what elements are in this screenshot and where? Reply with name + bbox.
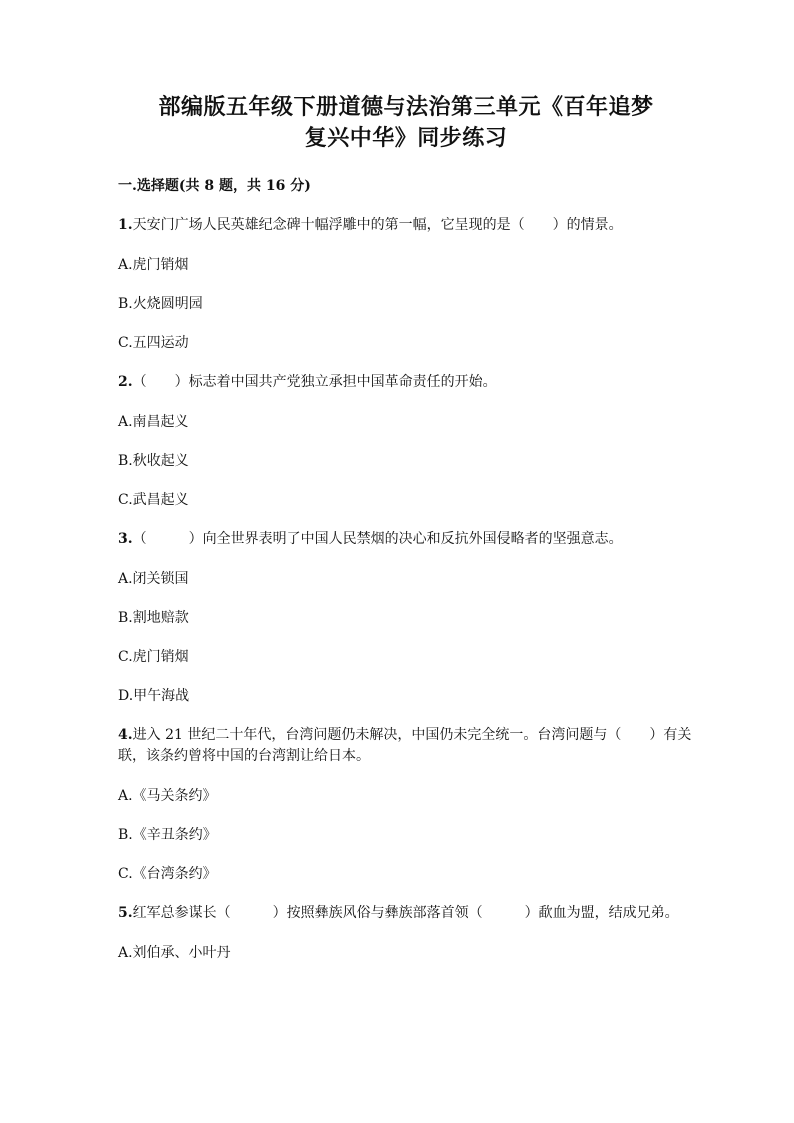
page-title-line-2: 复兴中华》同步练习 <box>304 125 508 151</box>
page-title-line-1: 部编版五年级下册道德与法治第三单元《百年追梦 <box>158 94 654 120</box>
option-b: B.火烧圆明园 <box>118 296 203 312</box>
option-a: A.闭关锁国 <box>118 571 189 587</box>
question-stem <box>118 372 694 393</box>
option-a: A.刘伯承、小叶丹 <box>118 945 231 961</box>
page-title <box>118 92 694 154</box>
question-text: 天安门广场人民英雄纪念碑十幅浮雕中的第一幅，它呈现的是（ ）的情景。 <box>132 217 623 233</box>
question-text: （ ）标志着中国共产党独立承担中国革命责任的开始。 <box>132 374 497 390</box>
question-number: 3. <box>118 531 133 547</box>
option-c: C.虎门销烟 <box>118 649 189 665</box>
question-text: 红军总参谋长（ ）按照彝族风俗与彝族部落首领（ ）歃血为盟，结成兄弟。 <box>132 905 679 921</box>
section-heading: 一.选择题(共 8 题，共 16 分) <box>118 178 311 194</box>
question-4 <box>118 725 694 884</box>
option-c: C.《台湾条约》 <box>118 866 217 882</box>
option-d: D.甲午海战 <box>118 688 190 704</box>
question-text: 进入 21 世纪二十年代，台湾问题仍未解决，中国仍未完全统一。台湾问题与（ ）有关联，该条约曾将中国的台湾割让给日本。 <box>118 727 692 764</box>
question-3 <box>118 529 694 706</box>
option-b: B.《辛丑条约》 <box>118 827 217 843</box>
question-stem <box>118 725 694 767</box>
option-a: A.《马关条约》 <box>118 788 217 804</box>
question-2 <box>118 372 694 510</box>
question-stem <box>118 529 694 550</box>
option-c: C.武昌起义 <box>118 492 189 508</box>
question-number: 1. <box>118 217 133 233</box>
question-5 <box>118 903 694 963</box>
option-b: B.秋收起义 <box>118 453 189 469</box>
question-1 <box>118 215 694 353</box>
option-b: B.割地赔款 <box>118 610 189 626</box>
question-stem <box>118 903 694 924</box>
option-a: A.虎门销烟 <box>118 257 189 273</box>
question-number: 2. <box>118 374 133 390</box>
question-number: 4. <box>118 727 133 743</box>
question-stem <box>118 215 694 236</box>
option-a: A.南昌起义 <box>118 414 189 430</box>
option-c: C.五四运动 <box>118 335 189 351</box>
question-text: （ ）向全世界表明了中国人民禁烟的决心和反抗外国侵略者的坚强意志。 <box>132 531 623 547</box>
question-number: 5. <box>118 905 133 921</box>
